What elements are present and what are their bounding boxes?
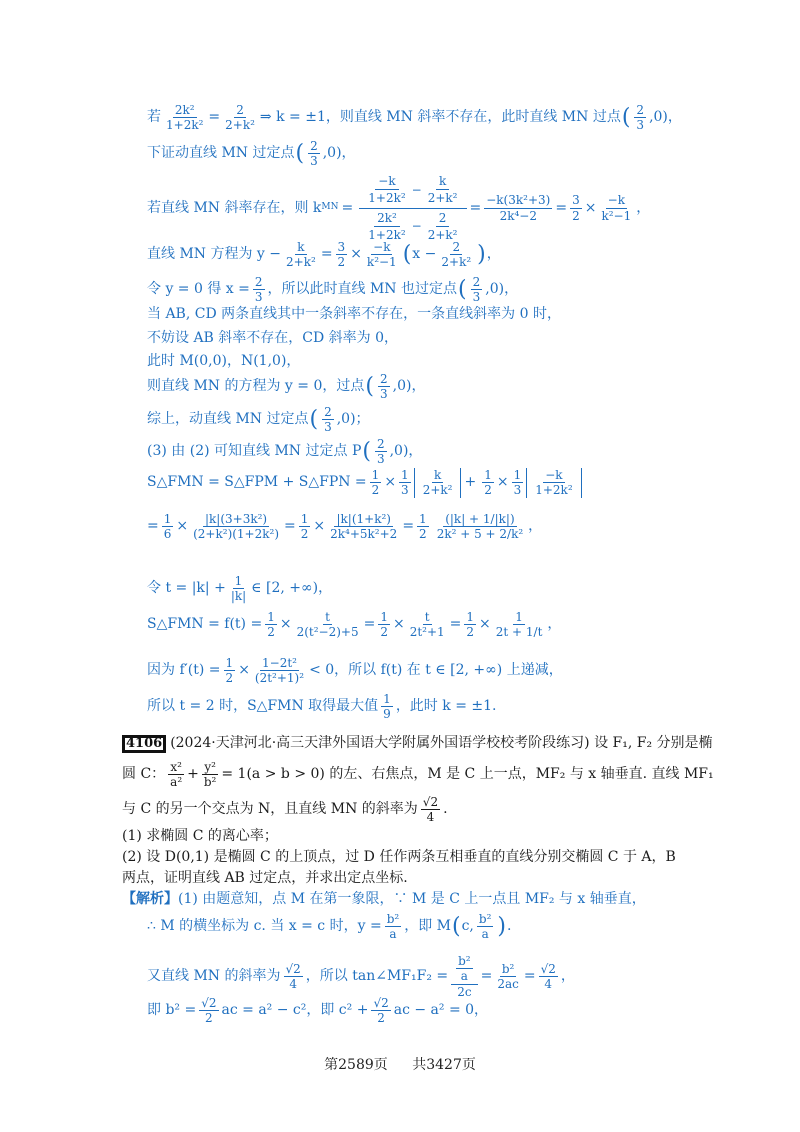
page-number: 第2589页 — [324, 1057, 388, 1073]
text: S△FMN = S△FPM + S△FPN = — [147, 474, 367, 491]
fraction — [199, 996, 218, 1026]
denominator: k²−1 — [601, 208, 632, 223]
absolute-value — [414, 468, 462, 498]
numerator: y² — [204, 760, 216, 774]
fraction — [599, 193, 633, 223]
analysis-line-3 — [147, 954, 575, 999]
denominator: 2+k² — [422, 483, 453, 498]
text: ,0)， — [392, 378, 426, 395]
fraction — [539, 962, 558, 992]
text: . — [443, 801, 448, 818]
fraction — [253, 656, 306, 686]
text: 圆 C： — [122, 766, 166, 783]
fraction — [512, 468, 524, 498]
text: ， — [486, 246, 501, 263]
text: = — [555, 199, 568, 216]
fraction — [295, 610, 361, 640]
solution-line-7 — [147, 331, 398, 346]
paren: ) — [477, 241, 486, 267]
denominator: 2k⁴+5k²+2 — [330, 527, 398, 542]
solution-line-1 — [147, 103, 682, 133]
denominator: 4 — [289, 977, 297, 992]
subscript: MN — [321, 202, 339, 213]
numerator: 1 — [380, 610, 388, 624]
denominator: 2+k² — [225, 118, 255, 133]
fraction — [375, 437, 387, 467]
numerator: 1 — [163, 512, 172, 526]
denominator: (2t²+1)² — [254, 671, 305, 686]
denominator: 2t + 1/t — [495, 625, 543, 640]
text: ac − a² = 0， — [393, 1002, 489, 1019]
fraction — [399, 468, 411, 498]
text: ac = a² − c²，即 c² + — [221, 1002, 369, 1019]
fraction — [417, 512, 429, 542]
text: 此时 M(0,0)，N(1,0)， — [147, 353, 301, 369]
text: x − — [412, 246, 437, 263]
numerator: 1 — [371, 468, 380, 482]
text: ，即 M — [404, 918, 451, 935]
text: ，此时 k = ±1. — [395, 698, 497, 715]
text: ⇒ k = ±1，则直线 MN 斜率不存在，此时直线 MN 过点 — [259, 109, 621, 126]
solution-line-15: S△FMN = f(t) = $\frac{1}{2}$ × $\frac{t}{\text{2(t²−2)+5}}$ = $\frac{1}{2}$ × $\frac{t}{\text{2t²+1}}$ = $\frac{1}{2}$ × $\frac{1}{2t + 1/t}$ ， — [147, 610, 562, 640]
numerator: √2 — [540, 961, 556, 976]
paren: ( — [295, 140, 305, 166]
fraction — [371, 996, 390, 1026]
text: 不妨设 AB 斜率不存在，CD 斜率为 0， — [147, 330, 399, 346]
numerator: −k — [607, 193, 625, 208]
numerator: 1 — [234, 574, 243, 588]
fraction — [308, 139, 320, 169]
paren: ( — [452, 913, 461, 939]
text: = — [480, 967, 493, 984]
fraction — [471, 275, 483, 305]
text: 则直线 MN 的方程为 y = 0，过点 — [147, 378, 365, 395]
text: × — [350, 246, 362, 263]
denominator: 3 — [379, 387, 388, 402]
text: ,0)， — [485, 281, 519, 298]
numerator: k — [433, 468, 442, 482]
denominator: k²−1 — [366, 255, 397, 270]
numerator: 1 — [225, 656, 234, 670]
text: − — [411, 219, 422, 234]
numerator: 1 — [267, 610, 275, 624]
numerator: 3 — [572, 193, 580, 208]
denominator: 3 — [472, 290, 481, 305]
denominator: 2 — [205, 1011, 213, 1026]
text: 下证动直线 MN 过定点 — [147, 145, 295, 162]
numerator: 1−2t² — [262, 656, 297, 670]
denominator: 2 — [225, 671, 234, 686]
compound-fraction — [451, 954, 478, 999]
fraction — [365, 240, 399, 270]
fraction — [421, 468, 455, 498]
fraction — [229, 574, 248, 604]
denominator: 2+k² — [427, 191, 458, 206]
solution-line-5 — [147, 275, 518, 305]
fraction — [533, 468, 574, 498]
text: ， — [528, 518, 543, 535]
numerator: −k — [545, 468, 563, 482]
fraction — [464, 610, 476, 640]
problem-line-3 — [122, 795, 448, 825]
numerator: b² — [501, 961, 515, 976]
denominator: 2t²+1 — [409, 625, 445, 640]
denominator: a² — [170, 775, 183, 790]
fraction — [570, 193, 582, 223]
text: 所以 t = 2 时，S△FMN 取得最大值 — [147, 698, 379, 715]
text: 与 C 的另一个交点为 N，且直线 MN 的斜率为 — [122, 801, 418, 818]
text: ,0)， — [389, 443, 423, 460]
fraction — [495, 962, 521, 992]
denominator: 3 — [324, 420, 332, 435]
text: ， — [636, 199, 651, 216]
solution-line-14 — [147, 574, 332, 604]
numerator: 2 — [254, 275, 263, 289]
denominator: 2 — [572, 208, 580, 223]
fraction — [224, 656, 236, 686]
fraction — [284, 962, 303, 992]
solution-line-12: S△FMN = S△FPM + S△FPN = $\frac{1}{2}$ × $\frac{1}{3}$ $\frac{k}{\text{2+k²}}$ + $\frac{1}{2}$ × $\frac{1}{3}$ $\frac{-k}{\text{1+2k²}}$ — [147, 468, 582, 498]
numerator: √2 — [422, 795, 439, 809]
text: + — [464, 474, 477, 491]
text: ,0)， — [322, 145, 356, 162]
fraction — [482, 468, 494, 498]
text: × — [584, 199, 597, 216]
text: 又直线 MN 的斜率为 — [147, 967, 281, 984]
denominator: 2c — [457, 984, 472, 999]
numerator — [359, 172, 466, 209]
fraction — [202, 760, 219, 790]
fraction — [162, 512, 174, 542]
fraction — [477, 912, 494, 942]
solution-line-10 — [147, 405, 370, 435]
numerator: 3 — [337, 240, 346, 254]
solution-line-4 — [147, 240, 501, 270]
solution-line-6 — [147, 307, 561, 322]
solution-line-9 — [147, 372, 425, 402]
text: 因为 f′(t) = — [147, 662, 221, 679]
page-footer — [0, 1054, 800, 1074]
fraction — [421, 795, 440, 825]
text: − — [411, 182, 422, 197]
fraction — [378, 372, 390, 402]
text: < 0，所以 f(t) 在 t ∈ [2, +∞) 上递减， — [309, 662, 563, 679]
fraction — [370, 468, 382, 498]
denominator: 2ac — [497, 977, 519, 992]
numerator: 1 — [300, 512, 309, 526]
fraction — [381, 692, 393, 722]
denominator: a — [389, 927, 397, 942]
numerator: 2k² — [174, 103, 195, 117]
numerator: |k|(1+k²) — [336, 512, 391, 526]
denominator: 1+2k² — [368, 191, 406, 206]
denominator: 1+2k² — [368, 228, 406, 243]
numerator: x² — [170, 760, 182, 774]
fraction — [484, 193, 552, 223]
text: 直线 MN 方程为 y − — [147, 246, 282, 263]
text: = — [523, 967, 536, 984]
fraction — [634, 103, 646, 133]
text: ，所以此时直线 MN 也过定点 — [267, 281, 458, 298]
denominator: b² — [203, 775, 217, 790]
fraction — [168, 760, 184, 790]
text: = 1(a > b > 0) 的左、右焦点，M 是 C 上一点，MF₂ 与 x 轴垂直. 直线 MF₁ — [221, 766, 714, 783]
solution-line-13: = $\frac{1}{6}$ × $\frac{\text{|k|(3+3k²)}}{\text{(2+k²)(1+2k²)}}$ = $\frac{1}{2}$ × $\frac{\text{|k|(1+k²)}}{\text{2k⁴+5k²+2}}$ = $\frac{1}{2}$ $\frac{(|k| + 1/|k|)}{\text{2k² + 5 + 2/k²}}$ ， — [147, 512, 543, 542]
numerator: −k — [375, 173, 398, 190]
text: ∴ M 的横坐标为 c. 当 x = c 时，y = — [147, 918, 382, 935]
denominator: 3 — [401, 483, 409, 498]
text: ， — [547, 616, 562, 633]
denominator: 1+2k² — [535, 483, 573, 498]
numerator: 2 — [472, 275, 481, 289]
analysis-line-4 — [147, 996, 488, 1026]
text: (1) 由题意知，点 M 在第一象限，∵ M 是 C 上一点且 MF₂ 与 x 轴垂直， — [178, 891, 646, 907]
numerator: (|k| + 1/|k|) — [445, 512, 515, 526]
question-2a — [122, 850, 676, 865]
denominator: 2+k² — [427, 228, 458, 243]
absolute-value — [526, 468, 581, 498]
numerator: b² — [386, 912, 400, 926]
denominator: 2(t²−2)+5 — [296, 625, 359, 640]
fraction — [265, 610, 277, 640]
denominator: 2 — [466, 625, 475, 640]
text: ,0)， — [649, 109, 682, 126]
denominator: 2+k² — [286, 255, 316, 270]
fraction — [284, 240, 318, 270]
fraction — [299, 512, 311, 542]
numerator: 1 — [401, 468, 409, 482]
text: 令 t = |k| + — [147, 580, 226, 597]
numerator: √2 — [373, 996, 389, 1010]
numerator: 1 — [515, 610, 523, 624]
denominator: 2 — [267, 625, 275, 640]
fraction — [365, 210, 408, 244]
text: = — [284, 518, 296, 535]
text: (2) 设 D(0,1) 是椭圆 C 的上顶点，过 D 任作两条互相垂直的直线分别交椭圆 C 于 A，B — [122, 849, 676, 865]
fraction — [425, 173, 461, 207]
numerator: 1 — [484, 468, 492, 482]
text: 当 AB, CD 两条直线其中一条斜率不存在，一条直线斜率为 0 时， — [147, 306, 561, 322]
fraction — [336, 240, 348, 270]
text: = — [341, 199, 354, 216]
solution-line-2 — [147, 139, 356, 169]
text: 令 y = 0 得 x = — [147, 281, 250, 298]
text: . — [506, 918, 512, 935]
denominator: 2 — [371, 483, 380, 498]
numerator: 2 — [452, 240, 461, 254]
problem-line-2 — [122, 760, 714, 790]
numerator: 2 — [436, 210, 450, 227]
numerator: −k(3k²+3) — [486, 193, 551, 208]
denominator: 3 — [513, 483, 522, 498]
fraction — [439, 240, 473, 270]
text: (2024·天津河北·高三天津外国语大学附属外国语学校校考阶段练习) 设 F₁, F₂ 分别是椭 — [170, 735, 713, 752]
compound-fraction — [359, 172, 466, 245]
paren: ( — [365, 373, 374, 399]
denominator: 2+k² — [441, 255, 472, 270]
numerator: √2 — [285, 961, 301, 976]
solution-line-3 — [147, 172, 650, 245]
text: S△FMN = f(t) = — [147, 616, 263, 633]
text: = — [469, 199, 482, 216]
numerator: √2 — [201, 996, 217, 1010]
text: ,0)； — [336, 411, 370, 428]
numerator: t — [325, 610, 330, 624]
denominator: 3 — [310, 154, 318, 169]
numerator: −k — [373, 240, 391, 254]
fraction — [191, 512, 281, 542]
analysis-line-2 — [147, 912, 511, 942]
paren: ( — [309, 406, 319, 432]
numerator: 2 — [310, 139, 318, 153]
numerator: k — [297, 240, 305, 254]
numerator: 1 — [419, 512, 427, 526]
denominator: 4 — [544, 977, 553, 992]
text: = — [208, 109, 221, 126]
denominator: 2 — [484, 483, 492, 498]
text: ∈ [2, +∞)， — [251, 580, 333, 597]
fraction — [425, 210, 461, 244]
numerator: 2 — [236, 103, 244, 117]
numerator — [451, 954, 478, 985]
paren: ( — [402, 241, 412, 267]
numerator: 1 — [466, 610, 475, 624]
denominator: 2 — [337, 255, 346, 270]
text: (3) 由 (2) 可知直线 MN 过定点 P — [147, 443, 362, 460]
problem-number-badge: 4106 — [122, 735, 166, 753]
fraction — [223, 103, 257, 133]
solution-line-8 — [147, 354, 300, 369]
fraction — [385, 912, 402, 942]
numerator: t — [424, 610, 430, 624]
text: 综上，动直线 MN 过定点 — [147, 411, 309, 428]
numerator: b² — [478, 912, 492, 926]
paren: ) — [497, 913, 506, 939]
question-1 — [122, 829, 278, 844]
fraction — [435, 512, 525, 542]
denominator: 6 — [163, 527, 172, 542]
denominator: 2k⁴−2 — [499, 208, 537, 223]
fraction — [378, 610, 390, 640]
text: 即 b² = — [147, 1002, 197, 1019]
denominator: 1+2k² — [166, 118, 204, 133]
denominator: 2 — [300, 527, 309, 542]
text: 若 — [147, 109, 161, 126]
text: ，所以 tan∠MF₁F₂ = — [305, 967, 449, 984]
paren: ( — [458, 276, 467, 302]
solution-line-16: 因为 f′(t) = $\frac{1}{2}$ × $\frac{\text{1−2t²}}{\text{(2t²+1)²}}$ < 0，所以 f(t) 在 t ∈ [2, +∞) 上递减， — [147, 656, 563, 686]
denominator: 9 — [383, 707, 391, 722]
fraction — [328, 512, 399, 542]
text: = — [402, 518, 415, 535]
fraction — [164, 103, 205, 133]
text: c, — [461, 918, 474, 935]
fraction — [408, 610, 447, 640]
fraction — [365, 173, 408, 207]
numerator: 1 — [383, 692, 391, 706]
paren: ( — [621, 104, 631, 130]
numerator: b² — [458, 954, 471, 968]
numerator: 2 — [376, 437, 385, 451]
fraction — [494, 610, 545, 640]
question-2b — [122, 871, 408, 886]
denominator: |k| — [230, 589, 247, 604]
numerator: 2 — [379, 372, 388, 386]
numerator: 2 — [324, 405, 332, 419]
text: ， — [560, 967, 575, 984]
denominator: a — [460, 969, 468, 984]
text: = — [147, 518, 159, 535]
denominator: 3 — [254, 290, 263, 305]
solution-line-17 — [147, 692, 496, 722]
text: 两点，证明直线 AB 过定点，并求出定点坐标. — [122, 870, 408, 886]
numerator: 2 — [636, 103, 645, 117]
analysis-line-1 — [122, 892, 646, 907]
numerator: |k|(3+3k²) — [204, 512, 268, 526]
numerator: k — [436, 173, 449, 190]
denominator: 2k² + 5 + 2/k² — [436, 527, 524, 542]
denominator: 2 — [419, 527, 427, 542]
text: (1) 求椭圆 C 的离心率； — [122, 828, 278, 844]
analysis-tag: 【解析】 — [122, 891, 178, 907]
numerator: 1 — [513, 468, 522, 482]
fraction — [456, 954, 473, 984]
numerator: 2k² — [374, 210, 400, 227]
denominator: a — [481, 927, 489, 942]
text: + — [187, 766, 199, 783]
problem-line-1 — [122, 735, 713, 753]
denominator: 3 — [376, 452, 385, 467]
solution-line-11 — [147, 437, 422, 467]
denominator: (2+k²)(1+2k²) — [193, 527, 280, 542]
fraction — [253, 275, 265, 305]
total-pages: 共3427页 — [412, 1057, 476, 1073]
denominator: 2 — [377, 1011, 385, 1026]
paren: ( — [362, 438, 371, 464]
denominator: 2 — [380, 625, 388, 640]
text: 若直线 MN 斜率存在，则 k — [147, 199, 322, 216]
denominator: 3 — [636, 118, 645, 133]
text: = — [320, 246, 333, 263]
fraction — [322, 405, 334, 435]
denominator: 4 — [426, 810, 435, 825]
